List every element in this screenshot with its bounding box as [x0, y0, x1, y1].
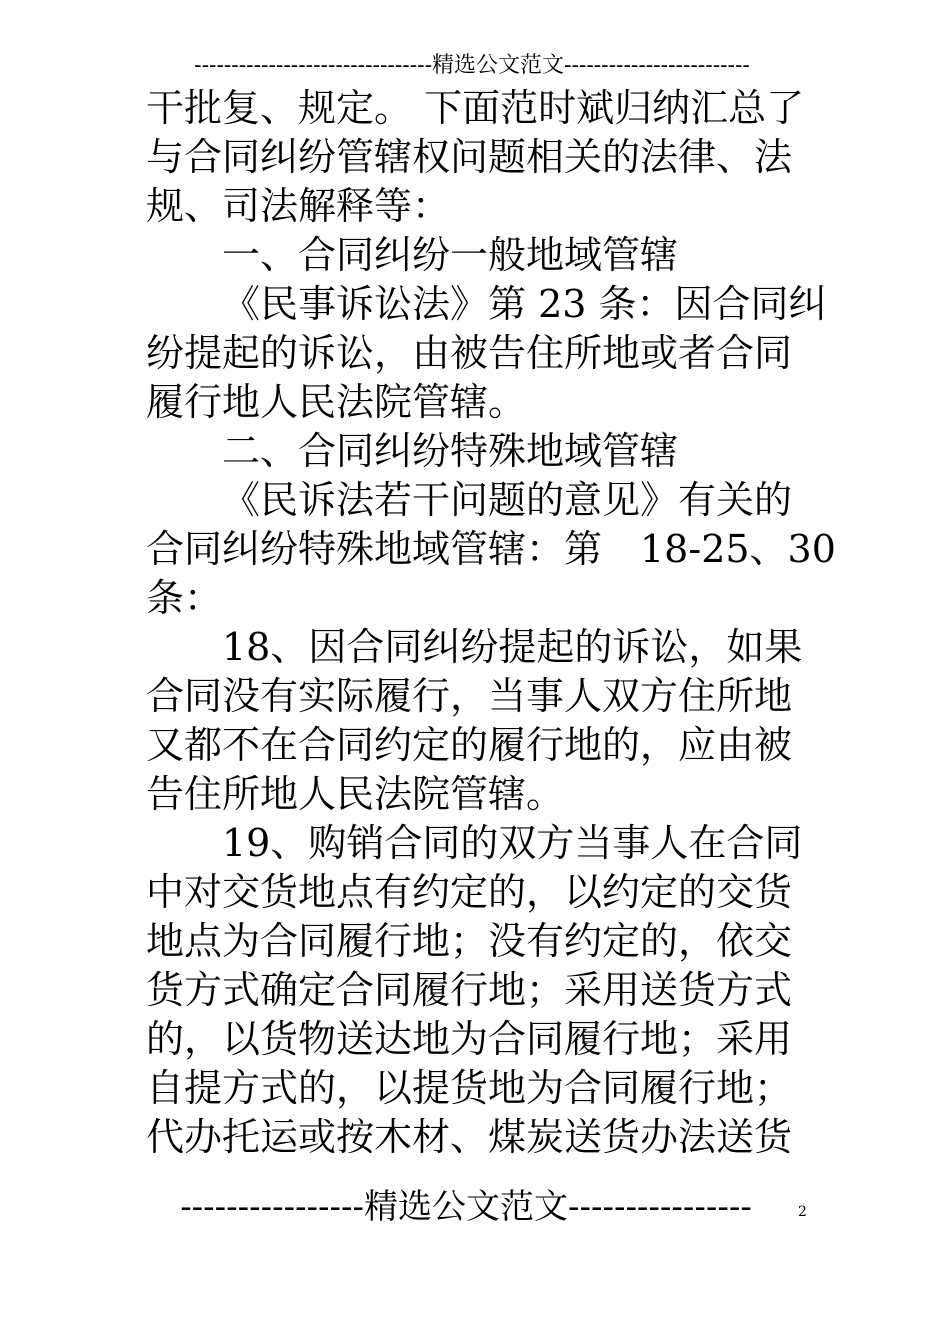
- text-line: 合同纠纷特殊地域管辖：第 18-25、30: [146, 527, 836, 571]
- text-line: 《民事诉讼法》第 23 条：因合同纠: [222, 282, 827, 326]
- section-heading: 一、合同纠纷一般地域管辖: [222, 233, 679, 277]
- text-line: 条：: [146, 576, 223, 620]
- text-line: 代办托运或按木材、煤炭送货办法送货: [146, 1115, 793, 1159]
- page-footer: ----------------精选公文范文----------------: [180, 1187, 752, 1227]
- section-heading: 二、合同纠纷特殊地域管辖: [222, 429, 679, 473]
- text-line: 干批复、规定。 下面范时斌归纳汇总了: [146, 86, 805, 130]
- text-line: 与合同纠纷管辖权问题相关的法律、法: [146, 135, 793, 179]
- text-line: 货方式确定合同履行地；采用送货方式: [146, 968, 793, 1012]
- text-line: 纷提起的诉讼，由被告住所地或者合同: [146, 331, 793, 375]
- text-line: 地点为合同履行地；没有约定的，依交: [146, 919, 793, 963]
- document-body: [146, 84, 836, 1162]
- text-line: 《民诉法若干问题的意见》有关的: [222, 478, 793, 522]
- text-line: 18、因合同纠纷提起的诉讼，如果: [222, 625, 803, 669]
- page-header: --------------------------------精选公文范文-------------------------: [194, 53, 750, 78]
- text-line: 合同没有实际履行，当事人双方住所地: [146, 674, 793, 718]
- text-line: 自提方式的，以提货地为合同履行地；: [146, 1066, 793, 1110]
- page-number: 2: [798, 1204, 807, 1220]
- text-line: 中对交货地点有约定的，以约定的交货: [146, 870, 793, 914]
- text-line: 告住所地人民法院管辖。: [146, 772, 565, 816]
- text-line: 19、购销合同的双方当事人在合同: [222, 821, 803, 865]
- text-line: 规、司法解释等：: [146, 184, 451, 228]
- text-line: 又都不在合同约定的履行地的，应由被: [146, 723, 793, 767]
- text-line: 的，以货物送达地为合同履行地；采用: [146, 1017, 793, 1061]
- text-line: 履行地人民法院管辖。: [146, 380, 527, 424]
